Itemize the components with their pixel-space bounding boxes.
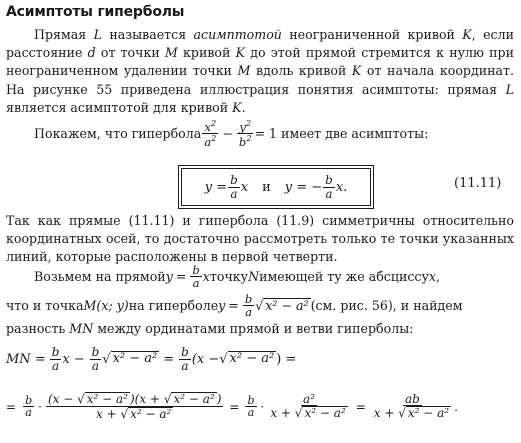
text: что и точка bbox=[6, 297, 84, 313]
text: · bbox=[38, 399, 42, 414]
text: точку bbox=[209, 268, 249, 284]
text: = bbox=[228, 297, 239, 313]
text: кривой bbox=[177, 45, 236, 61]
var-N: N bbox=[248, 268, 260, 284]
var-d: d bbox=[87, 45, 96, 61]
fraction-b-a: $\frac{b}{a}$ bbox=[25, 393, 33, 420]
var-L: L bbox=[505, 81, 514, 97]
text: (см. рис. 56), и найдем bbox=[310, 297, 463, 313]
fraction-b-a: $\frac{b}{a}$ bbox=[325, 172, 333, 201]
text: y bbox=[165, 268, 173, 284]
text: . bbox=[454, 399, 458, 414]
difference-line bbox=[6, 320, 414, 338]
boxed-formula-inner bbox=[181, 168, 371, 206]
radicand: x² − a² bbox=[112, 351, 158, 367]
text: x bbox=[240, 179, 249, 195]
fraction-b-a: $\frac{b}{a}$ bbox=[244, 292, 253, 320]
text: − bbox=[73, 351, 85, 367]
fraction-b-a: $\frac{b}{a}$ bbox=[192, 263, 200, 291]
text: x bbox=[62, 351, 70, 367]
text: = bbox=[229, 399, 240, 414]
text: = 1 имеет две асимптоты: bbox=[254, 125, 429, 141]
text: = bbox=[355, 399, 366, 414]
radicand: x² − a² bbox=[173, 392, 215, 406]
boxed-formula bbox=[178, 165, 374, 209]
text: называется bbox=[101, 27, 194, 42]
radicand: x² − a² bbox=[229, 351, 275, 367]
radicand: x² − a² bbox=[130, 407, 172, 422]
var-K: K bbox=[235, 45, 246, 61]
text: разность bbox=[6, 321, 70, 336]
radical-sign: √ bbox=[219, 351, 228, 367]
text: MN = bbox=[6, 351, 46, 367]
text: y = bbox=[204, 179, 228, 195]
text: Прямая bbox=[34, 27, 94, 42]
radical-sign: √ bbox=[120, 407, 129, 422]
text: x bbox=[202, 268, 210, 284]
fraction-b-a: $\frac{b}{a}$ bbox=[91, 345, 100, 373]
var-MN: MN bbox=[69, 321, 94, 336]
fraction-b-a: $\frac{b}{a}$ bbox=[230, 172, 238, 201]
fraction-y2-b2: $\frac{y^2}{b^2}$ bbox=[238, 118, 252, 149]
fraction-b-a: $\frac{b}{a}$ bbox=[181, 345, 189, 373]
minus: − bbox=[222, 125, 233, 141]
text: = bbox=[175, 268, 187, 284]
text: y = − bbox=[284, 179, 323, 195]
radicand: x² − a² bbox=[304, 406, 346, 421]
radical-sign: √ bbox=[102, 351, 111, 367]
var-K: K bbox=[462, 27, 472, 42]
var-x: x bbox=[428, 268, 436, 284]
text: Возьмем на прямой bbox=[34, 268, 166, 284]
text: = bbox=[6, 399, 17, 414]
text: , bbox=[435, 268, 440, 284]
var-M: M bbox=[164, 45, 178, 61]
text: (x − bbox=[191, 351, 220, 367]
radical-sign: √ bbox=[398, 406, 406, 421]
fraction-b-a: $\frac{b}{a}$ bbox=[247, 393, 255, 420]
equation-number: (11.11) bbox=[454, 176, 502, 191]
fraction-a2: $\frac{\text{a²}}{\text{x + √ x² − a²}}$ bbox=[270, 391, 346, 421]
hyperbola-claim bbox=[34, 119, 428, 148]
mn-formula-line-2 bbox=[6, 392, 458, 421]
symmetry-paragraph: Так как прямые (11.11) и гипербола (11.9) симметричны относительно координатных осей, то достаточно рассмотреть только те точки указанных линий, которые расположены в первой четверти. bbox=[6, 213, 514, 265]
text: имеющей ту же абсциссу bbox=[259, 268, 429, 284]
radical-sign: √ bbox=[294, 406, 303, 421]
text: вдоль кривой bbox=[250, 63, 352, 79]
text: , если расстояние bbox=[6, 27, 514, 61]
text: x. bbox=[335, 179, 348, 195]
definition-paragraph bbox=[6, 26, 514, 117]
text: Покажем, что гипербола bbox=[34, 125, 202, 141]
mn-formula-line-1 bbox=[6, 346, 296, 372]
text: = bbox=[163, 351, 175, 367]
fraction-x2-a2: $\frac{x^2}{a^2}$ bbox=[204, 118, 217, 149]
radical-sign: √ bbox=[163, 392, 172, 406]
text: y bbox=[218, 297, 226, 313]
var-K: K bbox=[232, 99, 242, 115]
take-point-line bbox=[34, 264, 440, 289]
fraction-ab: $\frac{ab}{\text{x + √ x² − a²}}$ bbox=[373, 391, 450, 421]
text: до этой прямой стремится к нулю при неограниченном удалении точки bbox=[6, 45, 514, 79]
text: на гиперболе bbox=[128, 297, 219, 313]
var-L: L bbox=[93, 27, 102, 42]
text: между ординатами прямой и ветви гиперболы: bbox=[93, 321, 414, 336]
text: является асимптотой для кривой bbox=[6, 99, 233, 115]
radical-sign: √ bbox=[77, 392, 85, 406]
var-K: K bbox=[351, 63, 362, 79]
fraction-b-a: $\frac{b}{a}$ bbox=[51, 345, 60, 373]
hyperbola-point-line bbox=[6, 293, 463, 318]
point-M: M(x; y) bbox=[83, 297, 129, 313]
radicand: x² − a² bbox=[265, 298, 309, 314]
text: ) = bbox=[276, 351, 297, 367]
text: от начала координат. На рисунке 55 приведена иллюстрация понятия асимптоты: прямая bbox=[6, 63, 515, 97]
radicand: x² − a² bbox=[86, 392, 128, 406]
text: от точки bbox=[95, 45, 165, 61]
radical-sign: √ bbox=[255, 297, 264, 313]
var-M: M bbox=[237, 63, 251, 79]
text: . bbox=[241, 99, 246, 115]
radicand: x² − a² bbox=[407, 406, 450, 421]
text: неограниченной кривой bbox=[281, 27, 463, 42]
term-asymptote: асимптотой bbox=[193, 27, 282, 42]
text: и bbox=[262, 179, 271, 195]
big-fraction: $\frac{\text{(x − √ x² − a² )(x + √ x² − a² )}}{\text{x + √ x² − a²}}$ bbox=[47, 392, 222, 422]
text: · bbox=[260, 399, 265, 414]
section-title: Асимптоты гиперболы bbox=[6, 4, 185, 20]
